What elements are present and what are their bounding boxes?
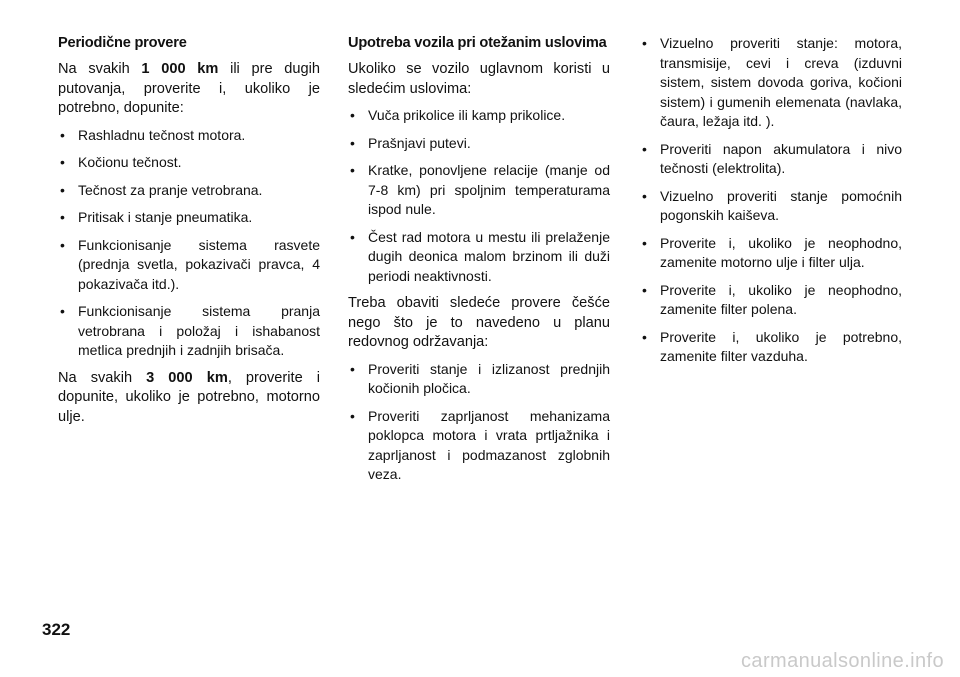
conditions-list (348, 106, 610, 286)
list-item: • Proverite i, ukoliko je neophodno, zamenite motorno ulje i filter ulja. (640, 234, 902, 273)
column-middle (348, 34, 610, 493)
page-number: 322 (42, 620, 71, 639)
list-item: • Proverite i, ukoliko je potrebno, zamenite filter vazduha. (640, 328, 902, 367)
paragraph-intro: Ukoliko se vozilo uglavnom koristi u sledećim uslovima: (348, 61, 610, 97)
list-item: • Proveriti stanje i izlizanost prednjih kočionih pločica. (348, 360, 610, 399)
frequent-checks-list (348, 360, 610, 485)
checklist-1000km (58, 126, 320, 361)
list-item: • Proverite i, ukoliko je neophodno, zamenite filter polena. (640, 281, 902, 320)
bold-distance: 3 000 km (146, 369, 228, 386)
list-item: • Prašnjavi putevi. (348, 134, 610, 154)
list-item: • Kočionu tečnost. (58, 153, 320, 173)
column-right (640, 34, 902, 375)
section-heading-periodic-checks: Periodične provere (58, 35, 187, 51)
list-item: • Čest rad motora u mestu ili prelaženje dugih deonica malom brzinom ili duži periodi neaktivnosti. (348, 228, 610, 287)
text-span: , proverite i dopunite, ukoliko je potrebno, motorno ulje. (58, 369, 320, 425)
list-item: • Vizuelno proveriti stanje pomoćnih pogonskih kaiševa. (640, 187, 902, 226)
paragraph-3000km (58, 369, 320, 428)
inspection-list (640, 34, 902, 367)
list-item: • Tečnost za pranje vetrobrana. (58, 181, 320, 201)
list-item: • Vuča prikolice ili kamp prikolice. (348, 106, 610, 126)
list-item: • Proveriti napon akumulatora i nivo tečnosti (elektrolita). (640, 140, 902, 179)
list-item: • Vizuelno proveriti stanje: motora, transmisije, cevi i creva (izduvni sistem, sistem dovoda goriva, kočioni sistem) i gumenih elemenata (navlaka, čaura, ležaja itd. ). (640, 34, 902, 132)
paragraph-frequent-checks: Treba obaviti sledeće provere češće nego što je to navedeno u planu redovnog održavanja: (348, 295, 610, 351)
text-span: Na svakih (58, 61, 142, 77)
bold-distance: 1 000 km (141, 61, 219, 77)
list-item: • Rashladnu tečnost motora. (58, 126, 320, 146)
text-span: Na svakih (58, 369, 147, 386)
column-left (58, 34, 320, 435)
list-item: • Proveriti zaprljanost mehanizama poklopca motora i vrata prtljažnika i zaprljanost i podmazanost zglobnih veza. (348, 407, 610, 485)
list-item: • Funkcionisanje sistema rasvete (prednja svetla, pokazivači pravca, 4 pokazivača itd.). (58, 236, 320, 295)
list-item: • Funkcionisanje sistema pranja vetrobrana i položaj i ishabanost metlica prednjih i zadnjih brisača. (58, 302, 320, 361)
list-item: • Kratke, ponovljene relacije (manje od 7-8 km) pri spoljnim temperaturama ispod nule. (348, 161, 610, 220)
list-item: • Pritisak i stanje pneumatika. (58, 208, 320, 228)
paragraph-1000km (58, 60, 320, 119)
section-heading-difficult-conditions: Upotreba vozila pri otežanim uslovima (348, 35, 607, 51)
watermark: carmanualsonline.info (741, 650, 944, 672)
text-span: ili pre dugih putovanja, proverite i, ukoliko je potrebno, dopunite: (58, 61, 320, 117)
